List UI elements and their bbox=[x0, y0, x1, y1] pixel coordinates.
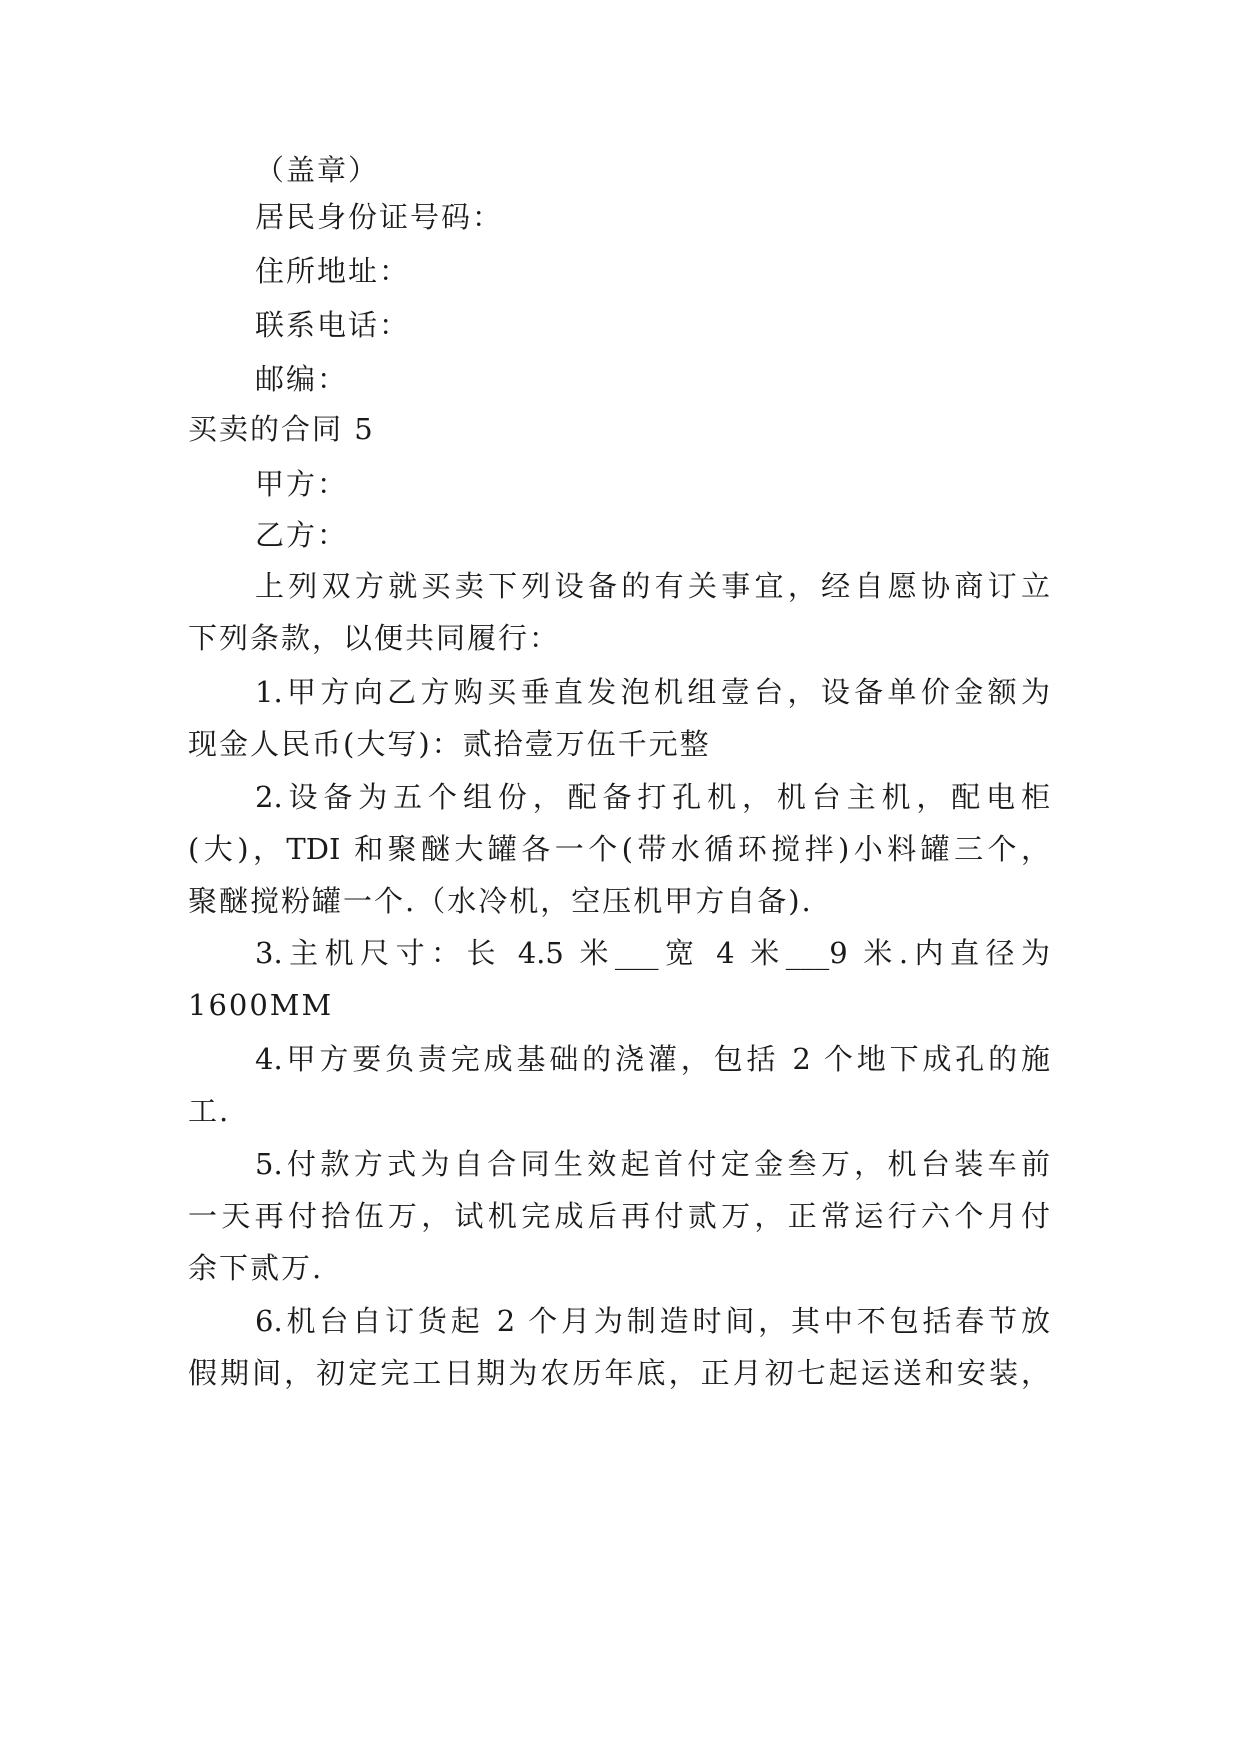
clause-4-line-1: 4.甲方要负责完成基础的浇灌，包括 2 个地下成孔的施 bbox=[255, 1042, 1050, 1076]
contract-heading: 买卖的合同 5 bbox=[188, 412, 375, 446]
id-number-line: 居民身份证号码： bbox=[255, 200, 504, 234]
clause-6-line-2: 假期间，初定完工日期为农历年底，正月初七起运送和安装， bbox=[188, 1356, 1050, 1390]
party-b-line: 乙方： bbox=[255, 518, 349, 552]
clause-5-line-3: 余下贰万. bbox=[188, 1251, 324, 1285]
phone-line: 联系电话： bbox=[255, 308, 411, 342]
clause-2-line-1: 2.设备为五个组份，配备打孔机，机台主机，配电柜 bbox=[255, 780, 1050, 814]
party-a-line: 甲方： bbox=[255, 467, 349, 501]
clause-3-line-2: 1600MM bbox=[188, 988, 334, 1022]
clause-6-line-1: 6.机台自订货起 2 个月为制造时间，其中不包括春节放 bbox=[255, 1304, 1050, 1338]
clause-1-line-2: 现金人民币(大写)：贰拾壹万伍千元整 bbox=[188, 727, 711, 761]
address-line: 住所地址： bbox=[255, 254, 411, 288]
preamble-line-1: 上列双方就买卖下列设备的有关事宜，经自愿协商订立 bbox=[255, 569, 1050, 603]
clause-4-line-2: 工. bbox=[188, 1094, 231, 1128]
clause-1-line-1: 1.甲方向乙方购买垂直发泡机组壹台，设备单价金额为 bbox=[255, 675, 1050, 709]
clause-3-line-1: 3.主机尺寸：长 4.5 米___宽 4 米___9 米.内直径为 bbox=[255, 936, 1050, 970]
clause-5-line-1: 5.付款方式为自合同生效起首付定金叁万，机台装车前 bbox=[255, 1147, 1050, 1181]
clause-2-line-2: (大)，TDI 和聚醚大罐各一个(带水循环搅拌)小料罐三个， bbox=[188, 832, 1050, 866]
clause-2-line-3: 聚醚搅粉罐一个.（水冷机，空压机甲方自备). bbox=[188, 884, 813, 918]
seal-line: （盖章） bbox=[255, 153, 380, 187]
postcode-line: 邮编： bbox=[255, 362, 349, 396]
clause-5-line-2: 一天再付拾伍万，试机完成后再付贰万，正常运行六个月付 bbox=[188, 1199, 1050, 1233]
preamble-line-2: 下列条款，以便共同履行： bbox=[188, 621, 561, 655]
